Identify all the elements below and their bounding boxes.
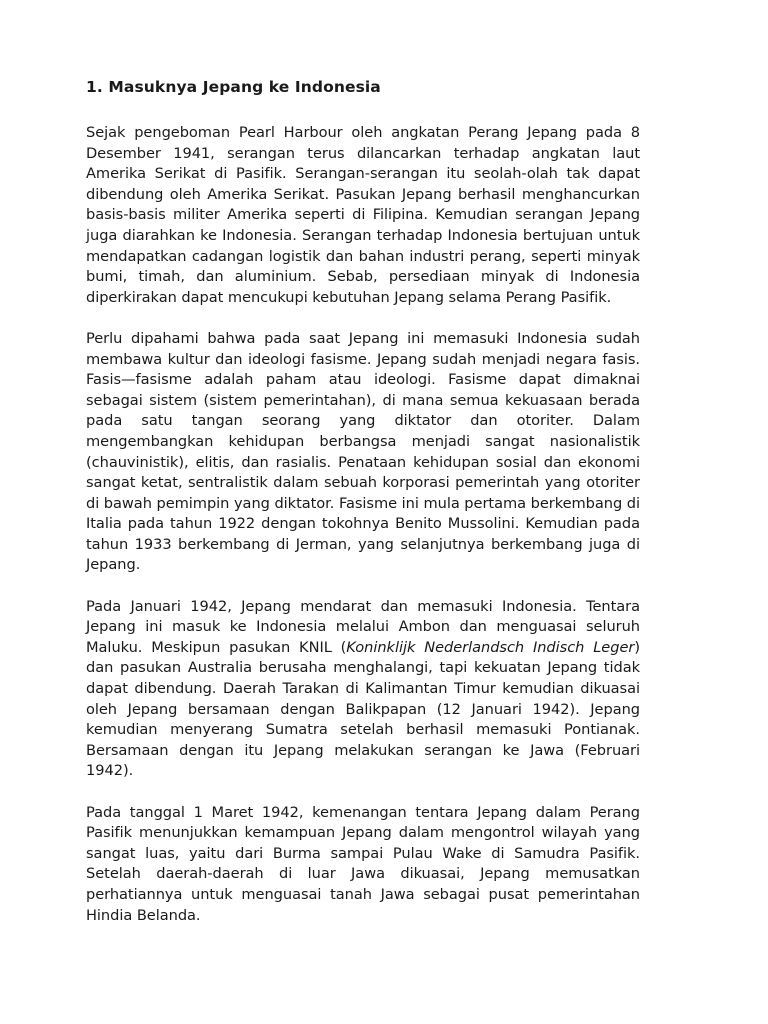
paragraph-maret-1942: Pada tanggal 1 Maret 1942, kemenangan tentara Jepang dalam Perang Pasifik menunjukkan kemampuan Jepang dalam mengontrol wilayah yang sangat luas, yaitu dari Burma sampai Pulau Wake di Samudra Pasifik. Setelah daerah-daerah di luar Jawa dikuasai, Jepang memusatkan perhatiannya untuk menguasai tanah Jawa sebagai pusat pemerintahan Hindia Belanda. (86, 803, 640, 924)
document-page (86, 74, 640, 947)
knil-full-name: Koninklijk Nederlandsch Indisch Leger (346, 638, 635, 656)
paragraph-januari-1942-text-end: ) dan pasukan Australia berusaha menghalangi, tapi kekuatan Jepang tidak dapat dibendung. Daerah Tarakan di Kalimantan Timur kemudian dikuasai oleh Jepang bersamaan dengan Balikpapan (12 Januari 1942). Jepang kemudian menyerang Sumatra setelah berhasil memasuki Pontianak. Bersamaan dengan itu Jepang melakukan serangan ke Jawa (Februari 1942). (86, 638, 640, 780)
paragraph-pearl-harbour: Sejak pengeboman Pearl Harbour oleh angkatan Perang Jepang pada 8 Desember 1941, serangan terus dilancarkan terhadap angkatan laut Amerika Serikat di Pasifik. Serangan-serangan itu seolah-olah tak dapat dibendung oleh Amerika Serikat. Pasukan Jepang berhasil menghancurkan basis-basis militer Amerika seperti di Filipina. Kemudian serangan Jepang juga diarahkan ke Indonesia. Serangan terhadap Indonesia bertujuan untuk mendapatkan cadangan logistik dan bahan industri perang, seperti minyak bumi, timah, dan aluminium. Sebab, persediaan minyak di Indonesia diperkirakan dapat mencukupi kebutuhan Jepang selama Perang Pasifik. (86, 124, 640, 306)
paragraph-januari-1942 (86, 597, 640, 782)
paragraph-januari-1942-text-start: Pada Januari 1942, Jepang mendarat dan memasuki Indonesia. Tentara Jepang ini masuk ke Indonesia melalui Ambon dan menguasai seluruh Maluku. Meskipun pasukan KNIL ( (86, 597, 640, 656)
paragraph-fasisme: Perlu dipahami bahwa pada saat Jepang ini memasuki Indonesia sudah membawa kultur dan ideologi fasisme. Jepang sudah menjadi negara fasis. Fasis—fasisme adalah paham atau ideologi. Fasisme dapat dimaknai sebagai sistem (sistem pemerintahan), di mana semua kekuasaan berada pada satu tangan seorang yang diktator dan otoriter. Dalam mengembangkan kehidupan berbangsa menjadi sangat nasionalistik (chauvinistik), elitis, dan rasialis. Penataan kehidupan sosial dan ekonomi sangat ketat, sentralistik dalam sebuah korporasi pemerintah yang otoriter di bawah pemimpin yang diktator. Fasisme ini mula pertama berkembang di Italia pada tahun 1922 dengan tokohnya Benito Mussolini. Kemudian pada tahun 1933 berkembang di Jerman, yang selanjutnya berkembang juga di Jepang. (86, 329, 641, 574)
section-heading: 1. Masuknya Jepang ke Indonesia (86, 78, 381, 96)
